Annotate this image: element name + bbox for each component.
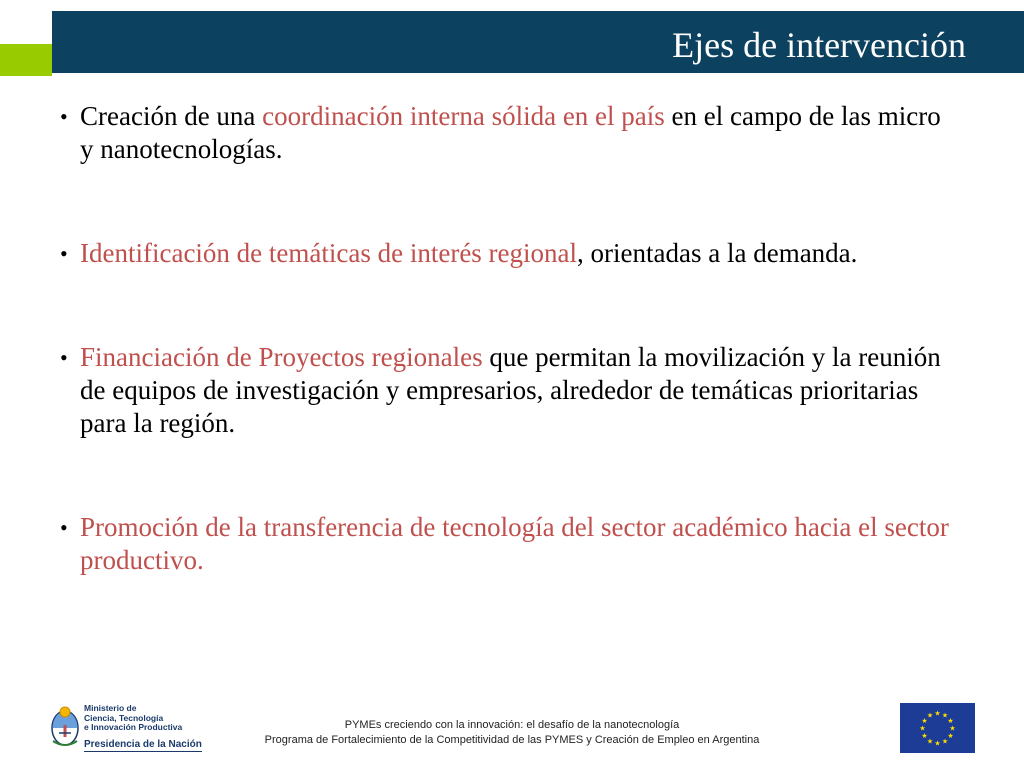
eu-flag-icon [900,703,975,753]
eu-star-icon: ★ [941,711,949,720]
footer-line-1: PYMEs creciendo con la innovación: el desafío de la nanotecnología [344,719,680,731]
ministry-name [84,704,182,733]
argentina-shield-icon [50,703,80,749]
eu-star-icon: ★ [934,739,941,748]
eu-star-icon: ★ [947,732,954,740]
bullet-text [80,101,941,164]
accent-strip [0,44,52,76]
eu-star-icon: ★ [926,711,934,720]
slide-title: Ejes de intervención [672,25,966,65]
ministry-logo [50,703,202,753]
eu-star-icon: ★ [947,717,954,725]
ministry-line: Ministerio de [84,703,137,713]
eu-star-icon: ★ [921,717,928,725]
bullet-text-highlight: Identificación de temáticas de interés regional [80,238,578,268]
footer-text [212,718,812,748]
bullet-dot-icon: • [60,104,68,129]
eu-star-icon: ★ [921,732,928,740]
eu-star-icon: ★ [949,724,956,733]
eu-star-icon: ★ [941,737,949,746]
bullet-text-part: Creación de una [80,101,263,131]
eu-star-icon: ★ [919,724,926,733]
bullet-text-highlight: coordinación interna sólida en el país [262,101,665,131]
bullet-text-part: que permitan la movilización y la reunión de equipos de investigación y empresarios, alrededor de temáticas prioritarias para la región. [80,342,941,438]
ministry-line: e Innovación Productiva [84,722,183,732]
footer-line-2: Programa de Fortalecimiento de la Competitividad de las PYMES y Creación de Empleo en Argentina [264,734,760,746]
bullet-dot-icon: • [60,241,68,266]
eu-star-icon: ★ [934,709,941,718]
ministry-line: Ciencia, Tecnología [84,712,164,723]
bullet-list [60,100,960,648]
bullet-item [60,341,960,440]
eu-star-icon: ★ [926,737,934,746]
bullet-text [80,342,941,438]
bullet-item [60,511,960,577]
eu-stars [900,703,975,753]
bullet-text [80,238,857,268]
bullet-item [60,100,960,166]
bullet-text-part: , orientadas a la demanda. [577,238,858,268]
bullet-text-highlight: Financiación de Proyectos regionales [80,342,483,372]
bullet-item [60,237,960,270]
bullet-text-part: en el campo de las micro y nanotecnologías. [80,101,941,164]
bullet-dot-icon: • [60,345,68,370]
bullet-text-highlight: Promoción de la transferencia de tecnología del sector académico hacia el sector productivo. [80,512,949,575]
presidencia-label: Presidencia de la Nación [84,739,202,750]
bullet-text [80,512,949,575]
bullet-dot-icon: • [60,515,68,540]
